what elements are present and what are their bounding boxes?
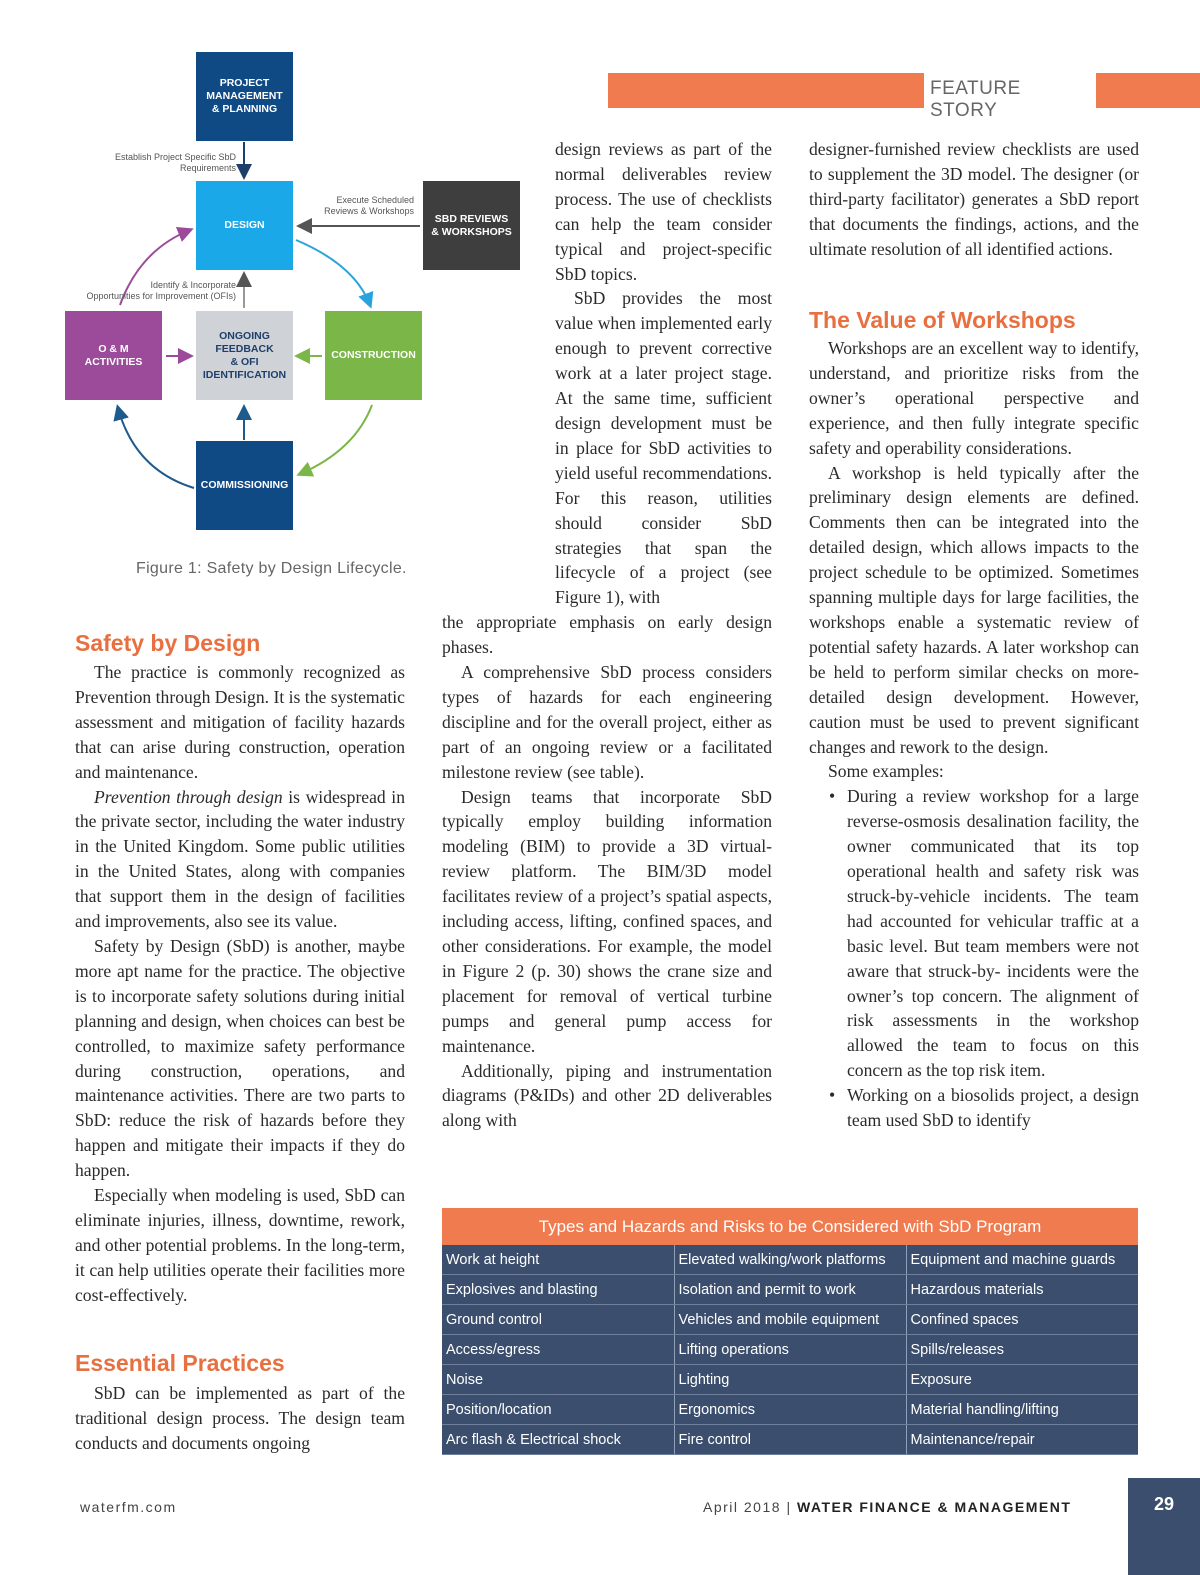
table-title: Types and Hazards and Risks to be Considered with SbD Program bbox=[442, 1208, 1138, 1245]
paragraph: design reviews as part of the normal deliverables review process. The use of checklists can help the team consider typical and project-specific SbD topics. bbox=[555, 139, 772, 284]
table-cell: Explosives and blasting bbox=[442, 1275, 674, 1305]
box-project-management: PROJECT MANAGEMENT & PLANNING bbox=[196, 52, 293, 141]
paragraph: A workshop is held typically after the preliminary design elements are defined. Comments then can be integrated into the detailed design, which allows impacts to the project schedule to be optimized. Sometimes spanning multiple days for large facilities, the workshops enable a systematic review of potential safety hazards. A later workshop can be held to perform similar checks on more-detailed design development. However, caution must be used to prevent significant changes and rework to the design. bbox=[809, 462, 1139, 757]
table-cell: Confined spaces bbox=[906, 1305, 1138, 1335]
box-sbd-reviews: SBD REVIEWS & WORKSHOPS bbox=[423, 181, 520, 270]
heading-safety-by-design: Safety by Design bbox=[75, 630, 261, 656]
footer-date: April 2018 bbox=[703, 1499, 782, 1515]
table-cell: Noise bbox=[442, 1365, 674, 1395]
paragraph: designer-furnished review checklists are used to supplement the 3D model. The designer (or third-party facilitator) generates a SbD report that documents the findings, actions, and the ultimate resolution of all identified actions. bbox=[809, 139, 1139, 259]
emphasis-text: Prevention through design bbox=[94, 786, 283, 807]
table-row bbox=[442, 1275, 1138, 1305]
table-cell: Material handling/lifting bbox=[906, 1395, 1138, 1425]
table-cell: Elevated walking/work platforms bbox=[674, 1245, 906, 1275]
box-ongoing-feedback: ONGOING FEEDBACK & OFI IDENTIFICATION bbox=[196, 311, 293, 400]
list-item: • During a review workshop for a large reverse-osmosis desalination facility, the owner communicated that its top operational health and safety risk was struck-by-vehicle incidents. The team had accounted for vehicular traffic at a basic level. But team members were not aware that struck-by- incidents were the owner’s top concern. The alignment of risk assessments in the workshop allowed the team to focus on this concern as the top risk item. bbox=[847, 784, 1139, 1083]
paragraph: Some examples: bbox=[828, 761, 944, 782]
table-cell: Spills/releases bbox=[906, 1335, 1138, 1365]
table-row bbox=[442, 1395, 1138, 1425]
label-identify: Identify & Incorporate Opportunities for Improvement (OFIs) bbox=[86, 280, 236, 301]
label-execute: Execute Scheduled Reviews & Workshops bbox=[324, 195, 414, 216]
section-label: FEATURE STORY bbox=[930, 78, 1021, 121]
header-accent-bar bbox=[608, 73, 924, 108]
examples-list bbox=[809, 784, 1139, 1133]
paragraph: Workshops are an excellent way to identify, understand, and prioritize risks from the owner’s operational perspective and experience, and then fully integrate specific safety and operability considerations. bbox=[809, 338, 1139, 458]
table-row bbox=[442, 1335, 1138, 1365]
column-3-body bbox=[809, 137, 1139, 262]
paragraph: The practice is commonly recognized as Prevention through Design. It is the systematic assessment and mitigation of facility hazards that can arise during construction, operation and maintenance. bbox=[75, 662, 405, 782]
paragraph: the appropriate emphasis on early design phases. bbox=[442, 612, 772, 658]
table-row bbox=[442, 1425, 1138, 1455]
column-1-body bbox=[75, 660, 405, 1308]
table-cell: Fire control bbox=[674, 1425, 906, 1455]
table-row bbox=[442, 1365, 1138, 1395]
box-construction: CONSTRUCTION bbox=[325, 311, 422, 400]
table-cell: Exposure bbox=[906, 1365, 1138, 1395]
arrow-commissioning-to-om bbox=[118, 408, 194, 488]
table-cell: Vehicles and mobile equipment bbox=[674, 1305, 906, 1335]
table-cell: Ground control bbox=[442, 1305, 674, 1335]
paragraph bbox=[75, 785, 405, 934]
footer-magazine: WATER FINANCE & MANAGEMENT bbox=[796, 1499, 1072, 1515]
hazards-table bbox=[442, 1208, 1138, 1455]
column-3-body-continued bbox=[809, 336, 1139, 1133]
column-1-body-continued bbox=[75, 1381, 405, 1456]
arrow-design-to-construction bbox=[296, 240, 370, 305]
paragraph: Especially when modeling is used, SbD can eliminate injuries, illness, downtime, rework, and other potential problems. In the long-term, it can help utilities operate their facilities more cost-effectively. bbox=[75, 1185, 405, 1305]
table-cell: Maintenance/repair bbox=[906, 1425, 1138, 1455]
header-accent-bar-right bbox=[1096, 73, 1200, 108]
box-om-activities: O & M ACTIVITIES bbox=[65, 311, 162, 400]
box-commissioning: COMMISSIONING bbox=[196, 441, 293, 530]
table-grid bbox=[442, 1245, 1138, 1455]
table-cell: Lifting operations bbox=[674, 1335, 906, 1365]
list-item: • Working on a biosolids project, a design team used SbD to identify bbox=[847, 1083, 1139, 1133]
box-design: DESIGN bbox=[196, 181, 293, 270]
table-row bbox=[442, 1245, 1138, 1275]
figure-caption: Figure 1: Safety by Design Lifecycle. bbox=[136, 560, 407, 577]
column-2-narrow bbox=[555, 137, 772, 610]
heading-value-of-workshops: The Value of Workshops bbox=[809, 307, 1076, 333]
table-cell: Isolation and permit to work bbox=[674, 1275, 906, 1305]
arrow-construction-to-commissioning bbox=[300, 405, 372, 474]
page-number: 29 bbox=[1128, 1478, 1200, 1575]
paragraph: A comprehensive SbD process considers types of hazards for each engineering discipline and for the overall project, either as part of an ongoing review or a facilitated milestone review (see table). bbox=[442, 662, 772, 782]
table-cell: Hazardous materials bbox=[906, 1275, 1138, 1305]
table-cell: Arc flash & Electrical shock bbox=[442, 1425, 674, 1455]
table-cell: Equipment and machine guards bbox=[906, 1245, 1138, 1275]
paragraph: SbD can be implemented as part of the traditional design process. The design team conducts and documents ongoing bbox=[75, 1383, 405, 1453]
label-establish: Establish Project Specific SbD Requirements bbox=[114, 152, 236, 173]
footer-separator: | bbox=[786, 1499, 792, 1515]
table-cell: Access/egress bbox=[442, 1335, 674, 1365]
table-cell: Position/location bbox=[442, 1395, 674, 1425]
table-row bbox=[442, 1305, 1138, 1335]
column-2-body bbox=[442, 137, 772, 1133]
table-cell: Lighting bbox=[674, 1365, 906, 1395]
paragraph: Safety by Design (SbD) is another, maybe more apt name for the practice. The objective is to incorporate safety solutions during initial planning and design, when choices can best be controlled, to maximize safety performance during construction, operations, and maintenance activities. There are two parts to SbD: reduce the risk of hazards before they happen and mitigate their impacts if they do happen. bbox=[75, 935, 405, 1181]
paragraph: SbD provides the most value when implemented early enough to prevent corrective work at a later project stage. At the same time, sufficient design development must be in place for SbD activities to yield useful recommendations. For this reason, utilities should consider SbD strategies that span the lifecycle of a project (see Figure 1), with bbox=[555, 288, 772, 608]
heading-essential-practices: Essential Practices bbox=[75, 1350, 285, 1376]
paragraph-text: is widespread in the private sector, including the water industry in the United Kingdom. Some public utilities in the United States, along with companies that support them in the design of facilities and improvements, also see its value. bbox=[75, 786, 405, 932]
paragraph: Additionally, piping and instrumentation diagrams (P&IDs) and other 2D deliverables along with bbox=[442, 1060, 772, 1131]
paragraph: Design teams that incorporate SbD typically employ building information modeling (BIM) to provide a 3D virtual-review platform. The BIM/3D model facilitates review of a project’s spatial aspects, including access, lifting, confined spaces, and other considerations. For example, the model in Figure 2 (p. 30) shows the crane size and placement for removal of vertical turbine pumps and general pump access for maintenance. bbox=[442, 786, 772, 1056]
footer-website: waterfm.com bbox=[80, 1499, 177, 1515]
table-cell: Work at height bbox=[442, 1245, 674, 1275]
footer-issue bbox=[703, 1499, 1071, 1515]
table-cell: Ergonomics bbox=[674, 1395, 906, 1425]
